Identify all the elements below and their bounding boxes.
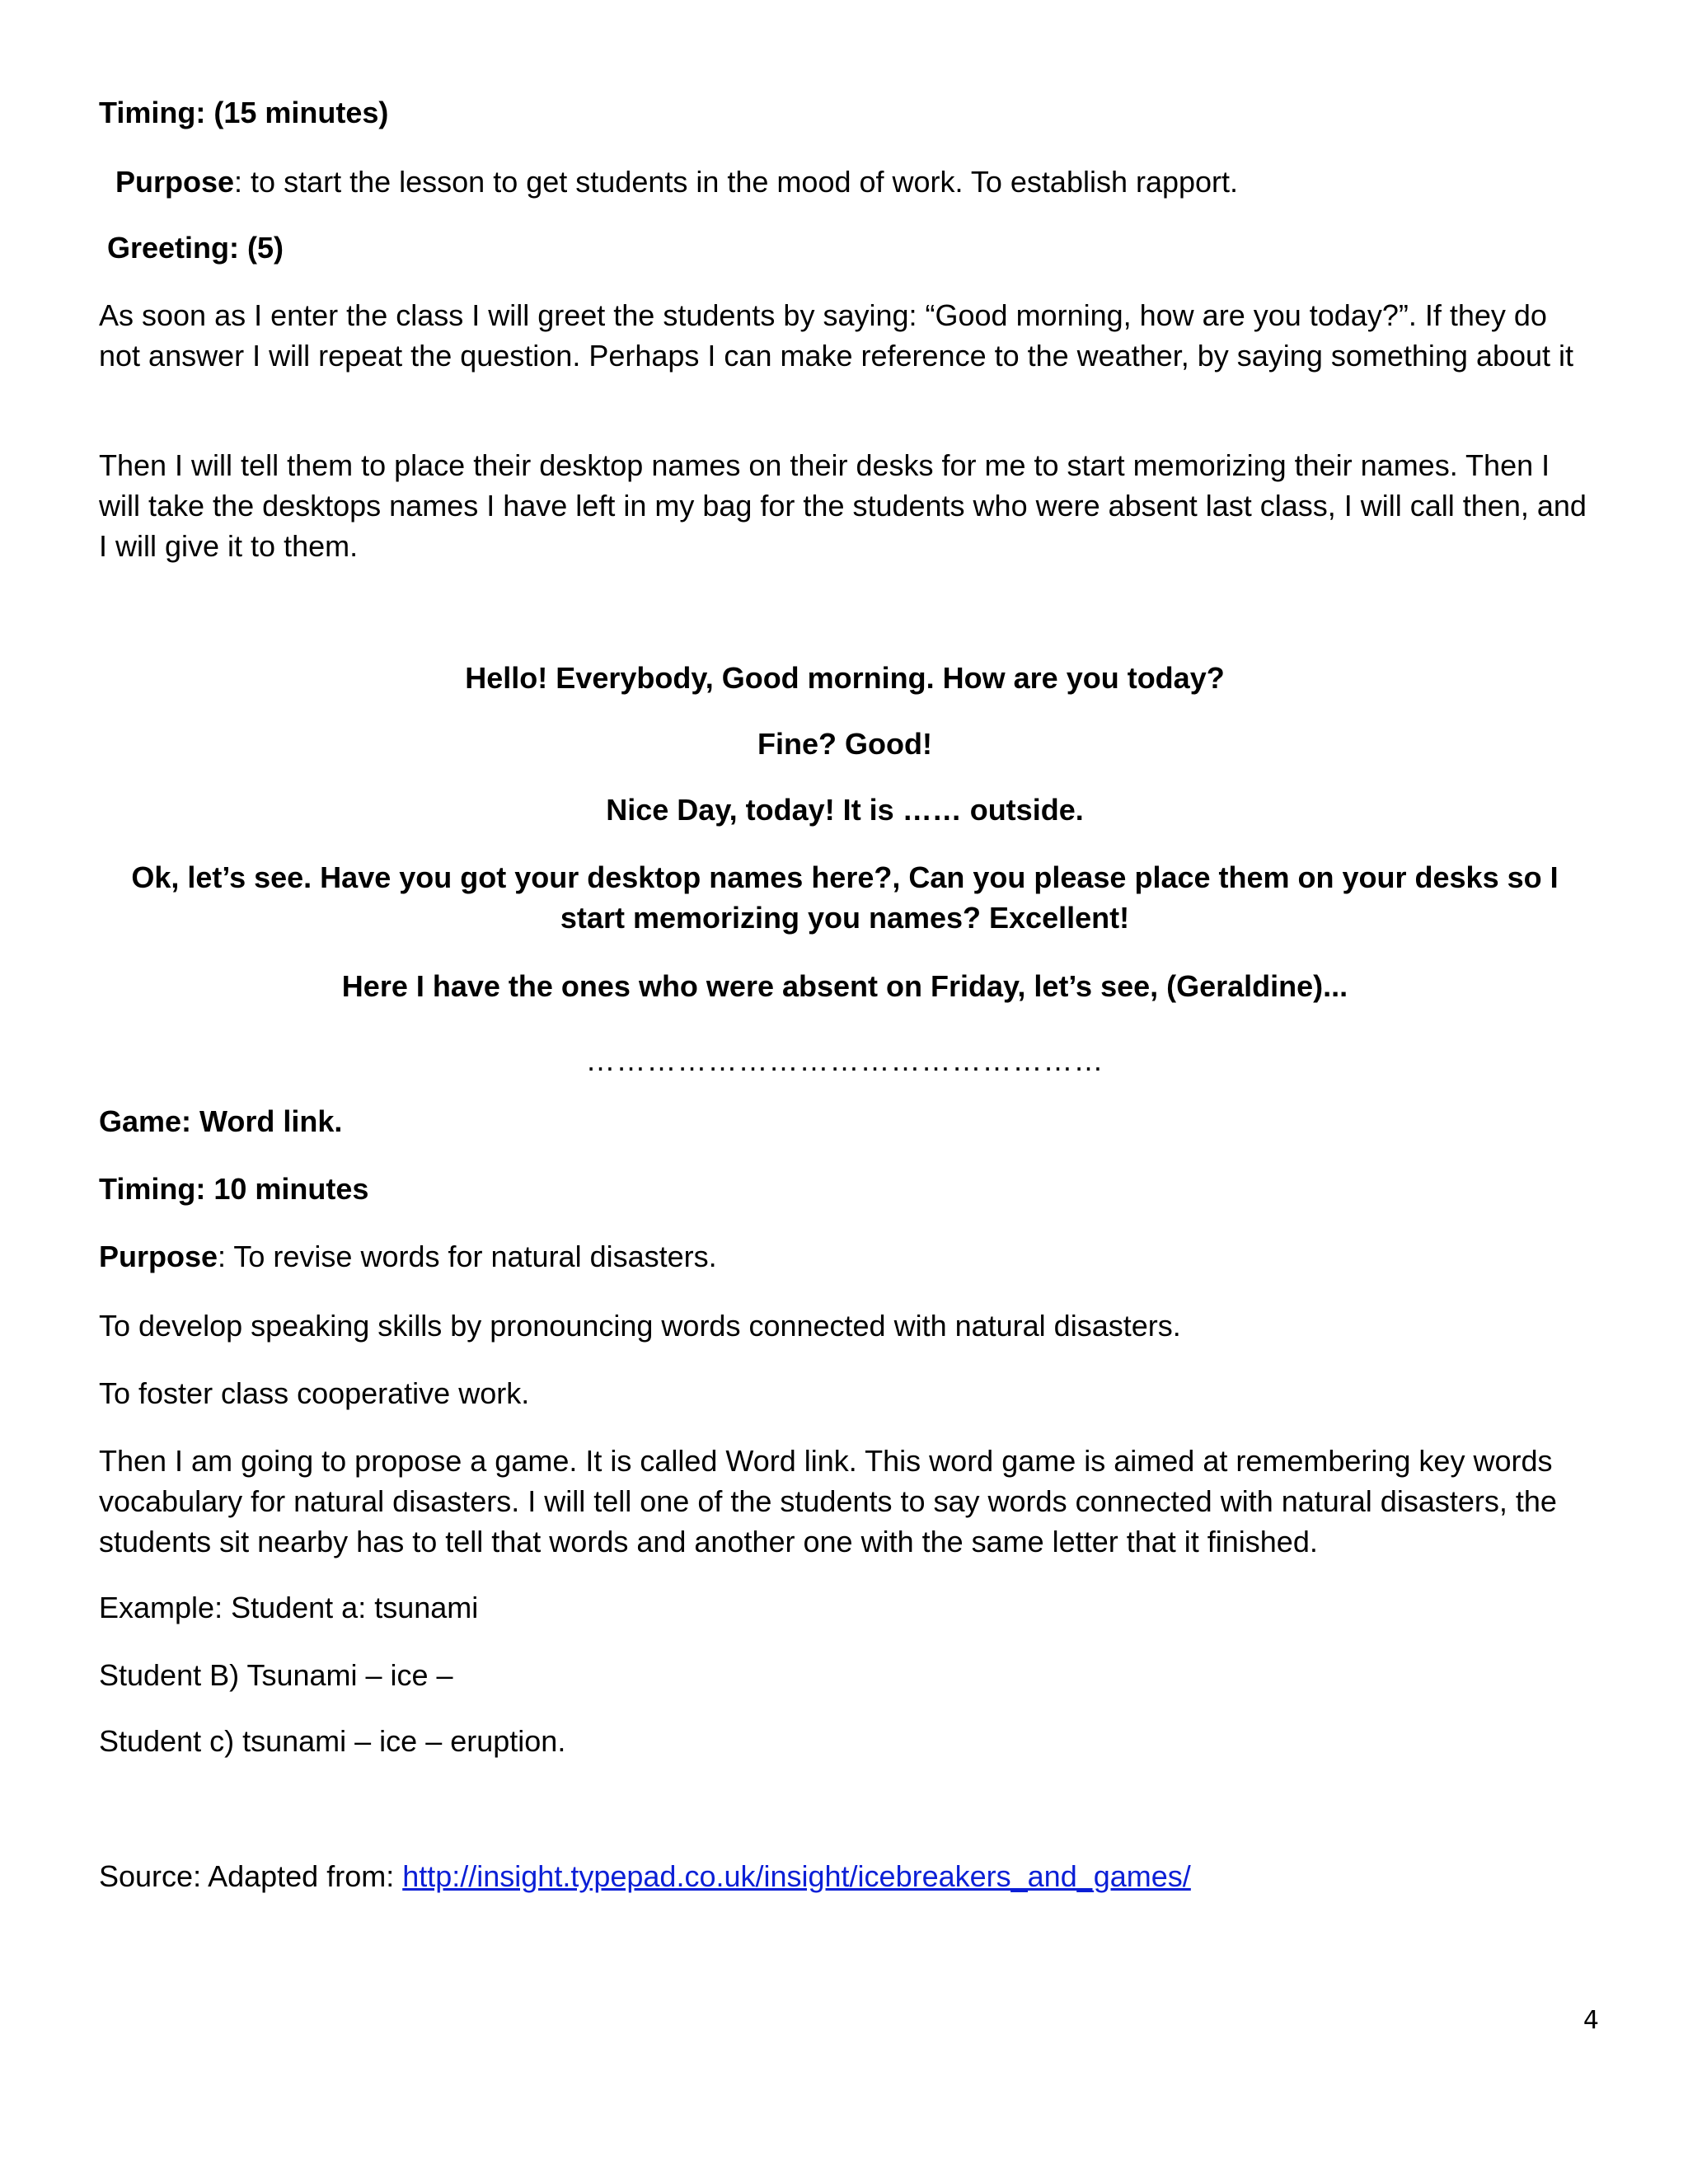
dialogue-line-3: Nice Day, today! It is …… outside. xyxy=(606,793,1084,827)
student-c-line: Student c) tsunami – ice – eruption. xyxy=(99,1724,566,1758)
timing-heading: Timing: (15 minutes) xyxy=(99,96,389,129)
greeting-paragraph: As soon as I enter the class I will greet the students by saying: “Good morning, how are you today?”. If they do not answer I will repeat the question. Perhaps I can make reference to the weather, by saying something about it xyxy=(99,298,1574,373)
source-line xyxy=(99,1856,1591,1896)
dialogue-line-5: Here I have the ones who were absent on Friday, let’s see, (Geraldine)... xyxy=(341,969,1348,1003)
purpose-line xyxy=(115,162,1607,202)
source-link[interactable]: http://insight.typepad.co.uk/insight/icebreakers_and_games/ xyxy=(402,1859,1191,1893)
purpose-text: : to start the lesson to get students in the mood of work. To establish rapport. xyxy=(234,165,1239,199)
purpose-label: Purpose xyxy=(115,165,235,199)
game-goal-speaking: To develop speaking skills by pronouncing words connected with natural disasters. xyxy=(99,1309,1181,1343)
desktop-names-paragraph: Then I will tell them to place their desktop names on their desks for me to start memorizing their names. Then I will take the desktops names I have left in my bag for the students who were absent last class, I will call then, and I will give it to them. xyxy=(99,448,1587,563)
source-label: Source: Adapted from: xyxy=(99,1859,403,1893)
dotted-separator: …………………………………………… xyxy=(585,1043,1104,1077)
dialogue-line-2: Fine? Good! xyxy=(757,727,932,761)
game-purpose-label: Purpose xyxy=(99,1240,218,1273)
page-number: 4 xyxy=(1582,2006,1599,2035)
game-timing: Timing: 10 minutes xyxy=(99,1172,369,1206)
game-purpose-line xyxy=(99,1236,1591,1277)
example-line: Example: Student a: tsunami xyxy=(99,1591,479,1624)
dialogue-line-1: Hello! Everybody, Good morning. How are you today? xyxy=(465,661,1225,695)
student-b-line: Student B) Tsunami – ice – xyxy=(99,1658,453,1692)
game-goal-cooperative: To foster class cooperative work. xyxy=(99,1376,530,1410)
game-purpose-text: : To revise words for natural disasters. xyxy=(218,1240,717,1273)
game-description: Then I am going to propose a game. It is called Word link. This word game is aimed at remembering key words vocabulary for natural disasters. I will tell one of the students to say words connected with natural disasters, the students sit nearby has to tell that words and another one with the same letter that it finished. xyxy=(99,1444,1557,1558)
greeting-heading: Greeting: (5) xyxy=(107,231,284,265)
game-heading: Game: Word link. xyxy=(99,1104,343,1138)
dialogue-line-4: Ok, let’s see. Have you got your desktop names here?, Can you please place them on your desks so I start memorizing you names? Excellent! xyxy=(131,860,1559,935)
